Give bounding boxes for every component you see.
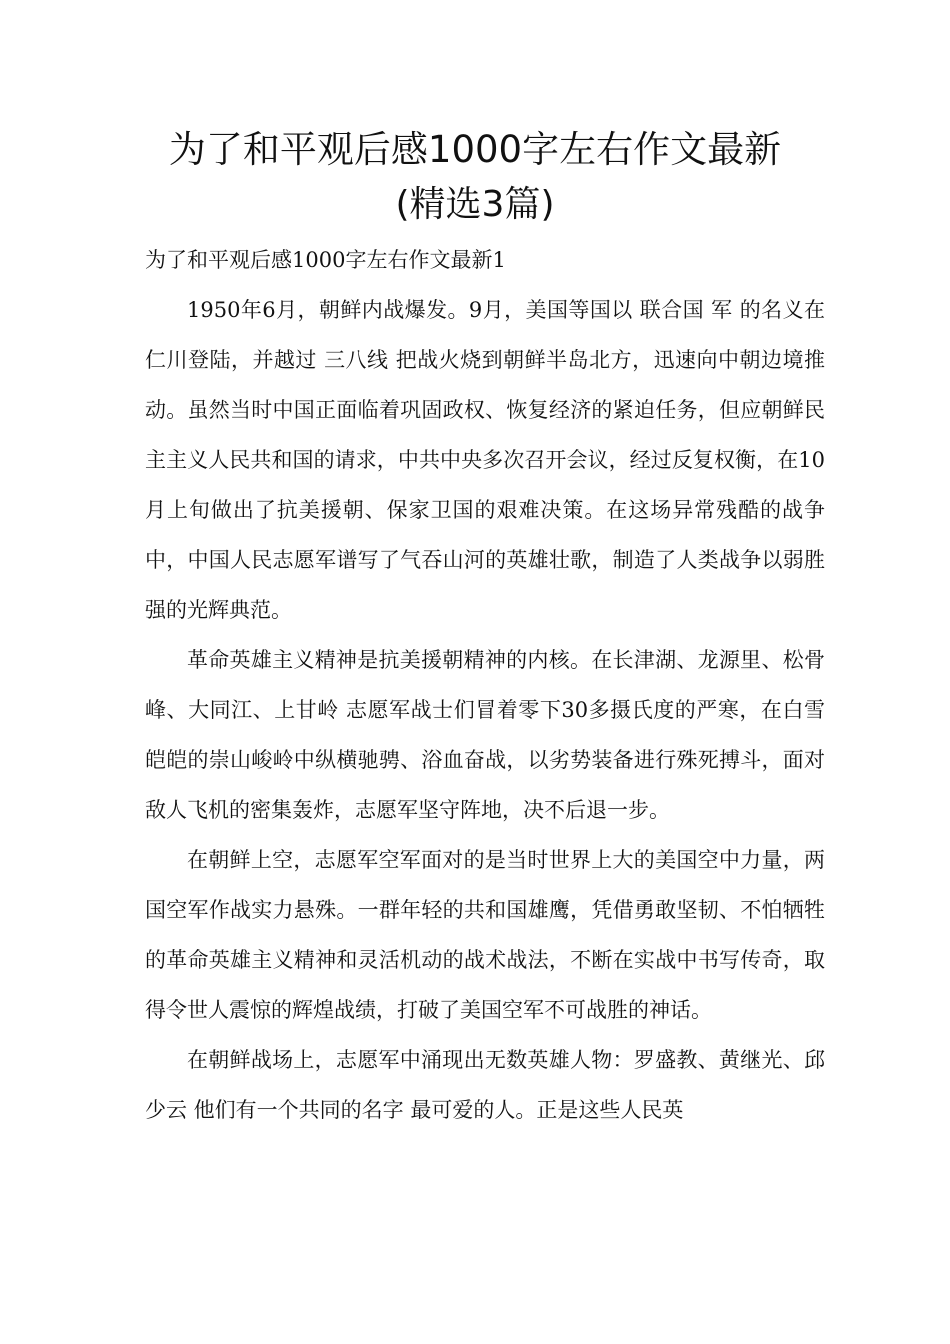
paragraph-2: 革命英雄主义精神是抗美援朝精神的内核。在长津湖、龙源里、松骨峰、大同江、上甘岭 志愿军战士们冒着零下30多摄氏度的严寒，在白雪皑皑的崇山峻岭中纵横驰骋、浴血奋战，以劣势装备进行殊死搏斗，面对敌人飞机的密集轰炸，志愿军坚守阵地，决不后退一步。: [145, 648, 825, 822]
paragraph-4: 在朝鲜战场上，志愿军中涌现出无数英雄人物：罗盛教、黄继光、邱少云 他们有一个共同的名字 最可爱的人。正是这些人民英: [145, 1048, 825, 1122]
document-content: [145, 235, 825, 1135]
paragraph-1: 1950年6月，朝鲜内战爆发。9月，美国等国以 联合国 军 的名义在仁川登陆，并越过 三八线 把战火烧到朝鲜半岛北方，迅速向中朝边境推动。虽然当时中国正面临着巩固政权、恢复经济的紧迫任务，但应朝鲜民主主义人民共和国的请求，中共中央多次召开会议，经过反复权衡，在10月上旬做出了抗美援朝、保家卫国的艰难决策。在这场异常残酷的战争中，中国人民志愿军谱写了气吞山河的英雄壮歌，制造了人类战争以弱胜强的光辉典范。: [145, 298, 825, 622]
paragraph-3: 在朝鲜上空，志愿军空军面对的是当时世界上大的美国空中力量，两国空军作战实力悬殊。一群年轻的共和国雄鹰，凭借勇敢坚韧、不怕牺牲的革命英雄主义精神和灵活机动的战术战法，不断在实战中书写传奇，取得令世人震惊的辉煌战绩，打破了美国空军不可战胜的神话。: [145, 848, 825, 1022]
document-subtitle: (精选3篇): [395, 184, 555, 225]
section-heading: 为了和平观后感1000字左右作文最新1: [145, 248, 506, 272]
document-title: 为了和平观后感1000字左右作文最新: [168, 128, 782, 171]
